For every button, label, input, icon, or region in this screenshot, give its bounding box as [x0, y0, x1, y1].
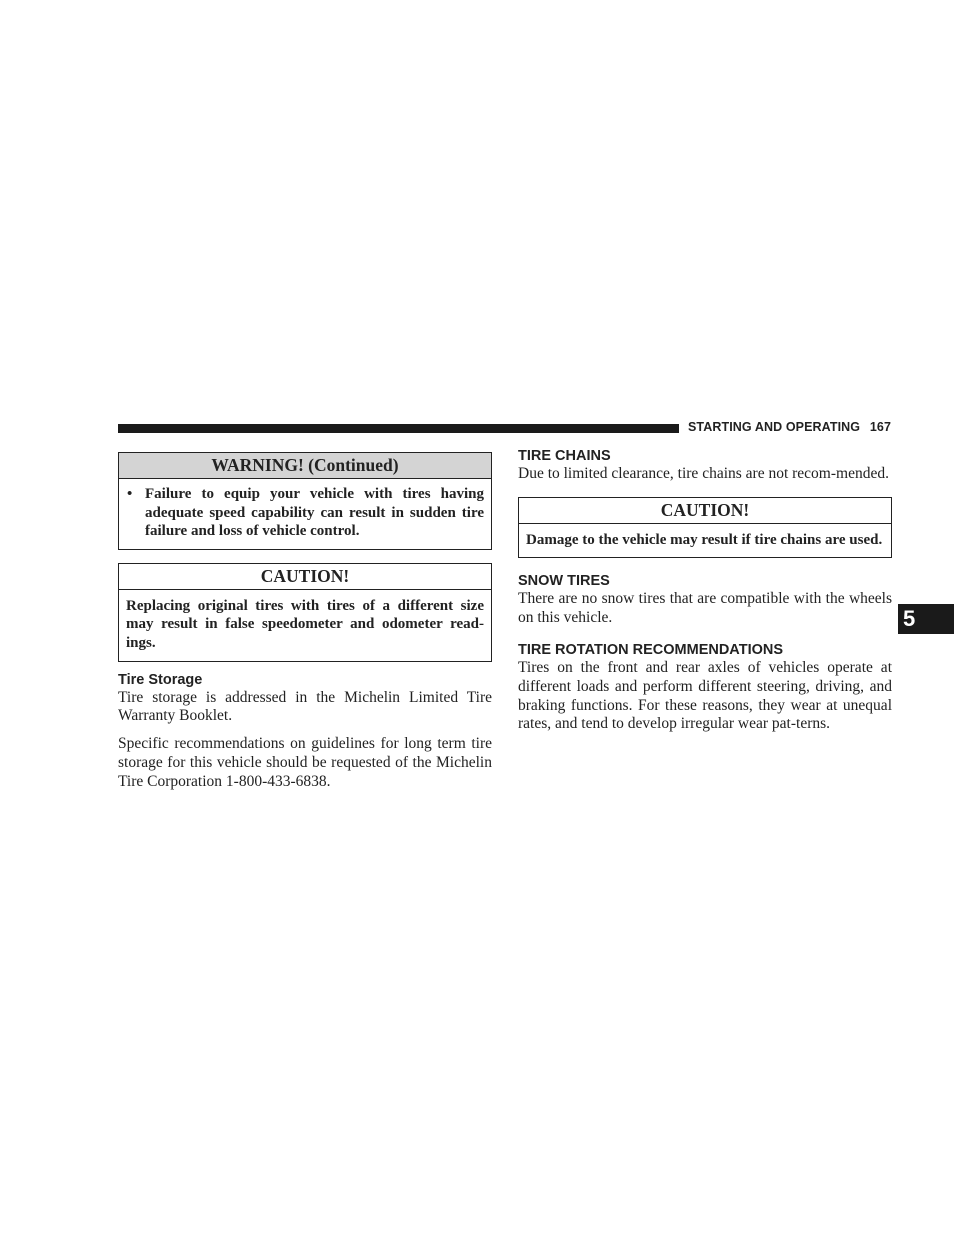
tire-rotation-text: Tires on the front and rear axles of vehicles operate at different loads and perform different steering, driving, and braking functions. For these reasons, they wear at unequal rates, and tend to develop irregular wear pat-terns. [518, 658, 892, 733]
warning-item-text: Failure to equip your vehicle with tires having adequate speed capability can result in sudden tire failure and loss of vehicle control. [145, 486, 484, 540]
section-title: STARTING AND OPERATING [688, 420, 861, 434]
tire-storage-heading: Tire Storage [118, 671, 203, 688]
right-column [518, 447, 892, 734]
left-column [118, 452, 492, 792]
warning-box [118, 452, 492, 550]
tire-chains-text: Due to limited clearance, tire chains are not recom-mended. [518, 465, 889, 482]
chapter-tab: 5 [898, 604, 954, 634]
tire-storage-para-2: Specific recommendations on guidelines for long term tire storage for this vehicle should be requested of the Michelin Tire Corporation 1-800-433-6838. [118, 735, 492, 790]
snow-tires-text: There are no snow tires that are compatible with the wheels on this vehicle. [518, 590, 892, 627]
tire-storage-para-1: Tire storage is addressed in the Michelin Limited Tire Warranty Booklet. [118, 688, 492, 725]
caution-text-left: Replacing original tires with tires of a different size may result in false speedometer and odometer read-ings. [126, 597, 484, 651]
caution-text-right: Damage to the vehicle may result if tire chains are used. [526, 531, 883, 548]
bullet-icon: • [127, 486, 133, 502]
tire-chains-heading: TIRE CHAINS [518, 448, 611, 464]
warning-item [126, 485, 484, 541]
snow-tires-heading: SNOW TIRES [518, 573, 610, 590]
caution-title-left: CAUTION! [119, 564, 491, 590]
caution-box-left [118, 563, 492, 662]
caution-title-right: CAUTION! [519, 498, 891, 524]
header-rule [118, 424, 679, 433]
running-head [688, 420, 891, 434]
warning-body [119, 479, 491, 549]
warning-title: WARNING! (Continued) [119, 453, 491, 479]
caution-box-right [518, 497, 892, 559]
page-number: 167 [869, 420, 891, 434]
tire-rotation-heading: TIRE ROTATION RECOMMENDATIONS [518, 641, 784, 658]
